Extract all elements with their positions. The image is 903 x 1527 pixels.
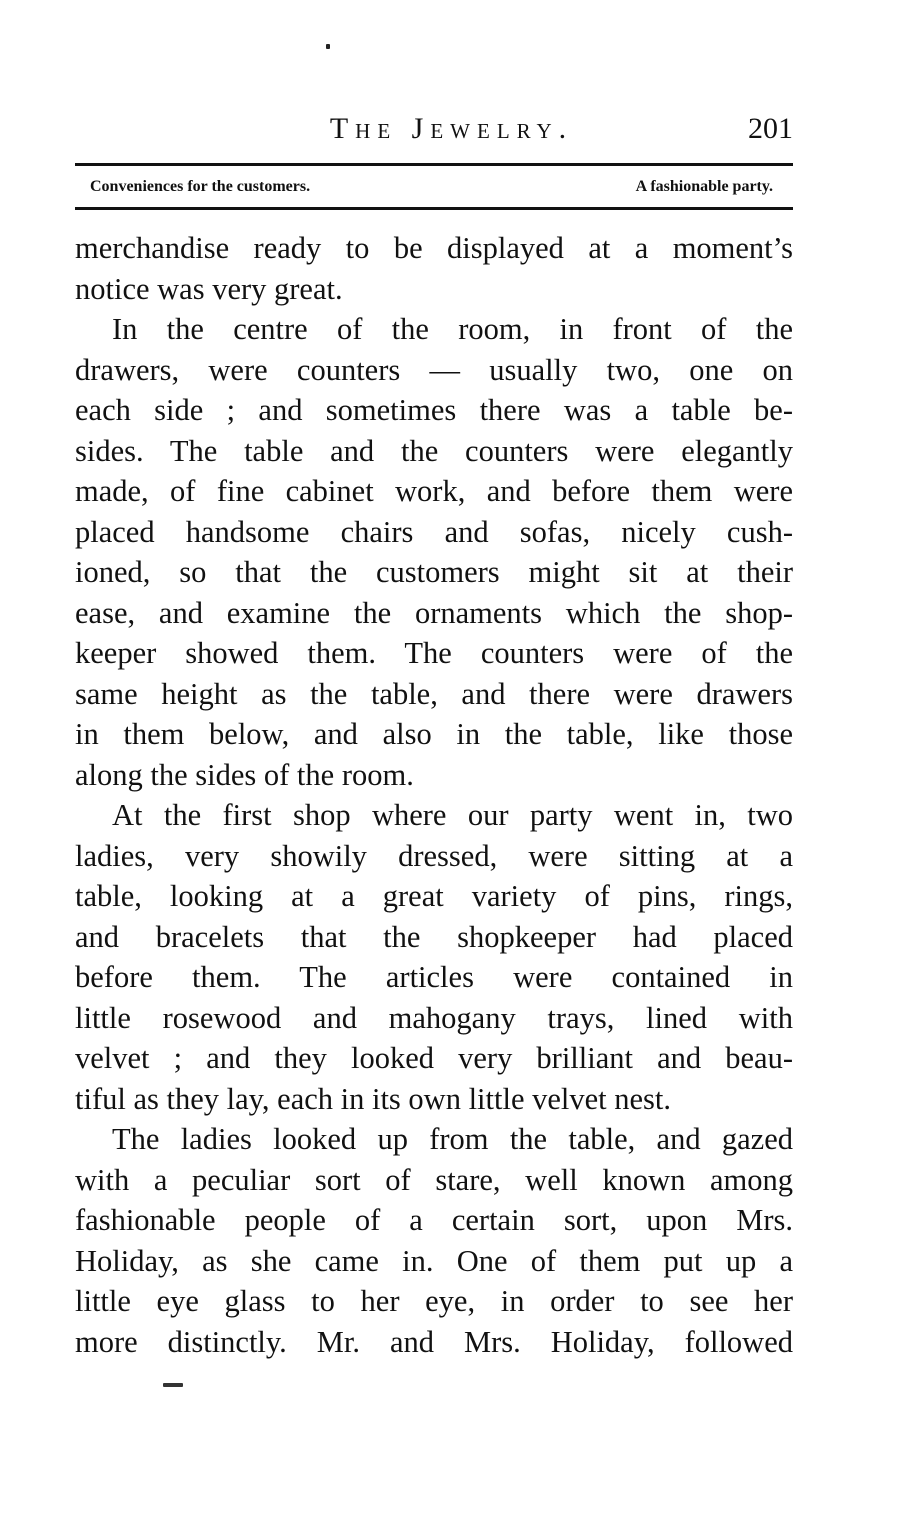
text-line: notice was very great. bbox=[75, 271, 343, 306]
text-line: same height as the table, and there were drawers bbox=[75, 676, 793, 711]
text-line: each side ; and sometimes there was a table be- bbox=[75, 393, 793, 427]
text-line: with a peculiar sort of stare, well known among bbox=[75, 1162, 793, 1197]
text-line: in them below, and also in the table, like those bbox=[75, 717, 793, 751]
ink-mark bbox=[163, 1383, 183, 1387]
text-line: In the centre of the room, in front of the bbox=[112, 312, 793, 346]
text-line: table, looking at a great variety of pins, rings, bbox=[75, 879, 793, 913]
header-rule-top bbox=[75, 163, 793, 166]
text-line: Holiday, as she came in. One of them put up a bbox=[75, 1243, 793, 1278]
text-line: before them. The articles were contained in bbox=[75, 960, 793, 994]
text-line: velvet ; and they looked very brilliant and beau- bbox=[75, 1041, 793, 1075]
text-line: made, of fine cabinet work, and before them were bbox=[75, 474, 793, 508]
text-line: more distinctly. Mr. and Mrs. Holiday, followed bbox=[75, 1324, 793, 1359]
text-line: ladies, very showily dressed, were sitting at a bbox=[75, 838, 793, 873]
header-rule-bottom bbox=[75, 207, 793, 210]
subhead-right: A fashionable party. bbox=[635, 178, 773, 195]
body-text bbox=[75, 228, 793, 1362]
text-line: keeper showed them. The counters were of the bbox=[75, 636, 793, 670]
text-line: At the first shop where our party went in, two bbox=[112, 798, 793, 832]
text-line: fashionable people of a certain sort, upon Mrs. bbox=[75, 1203, 793, 1237]
text-line: The ladies looked up from the table, and gazed bbox=[112, 1122, 793, 1156]
page-number: 201 bbox=[748, 112, 793, 145]
text-line: placed handsome chairs and sofas, nicely cush- bbox=[75, 514, 793, 549]
running-title-text: The Jewelry. bbox=[329, 112, 574, 145]
text-line: little eye glass to her eye, in order to see her bbox=[75, 1284, 793, 1318]
text-line: little rosewood and mahogany trays, lined with bbox=[75, 1000, 793, 1035]
text-line: ioned, so that the customers might sit at their bbox=[75, 555, 793, 589]
text-line: drawers, were counters — usually two, one on bbox=[75, 352, 793, 387]
ink-speck bbox=[326, 44, 330, 49]
text-line: sides. The table and the counters were elegantly bbox=[75, 433, 793, 468]
text-line: ease, and examine the ornaments which the shop- bbox=[75, 595, 793, 630]
text-line: tiful as they lay, each in its own little velvet nest. bbox=[75, 1081, 672, 1116]
text-line: and bracelets that the shopkeeper had placed bbox=[75, 919, 793, 954]
text-line: merchandise ready to be displayed at a moment’s bbox=[75, 231, 793, 265]
subhead-left: Conveniences for the customers. bbox=[90, 178, 311, 195]
text-line: along the sides of the room. bbox=[75, 757, 414, 792]
